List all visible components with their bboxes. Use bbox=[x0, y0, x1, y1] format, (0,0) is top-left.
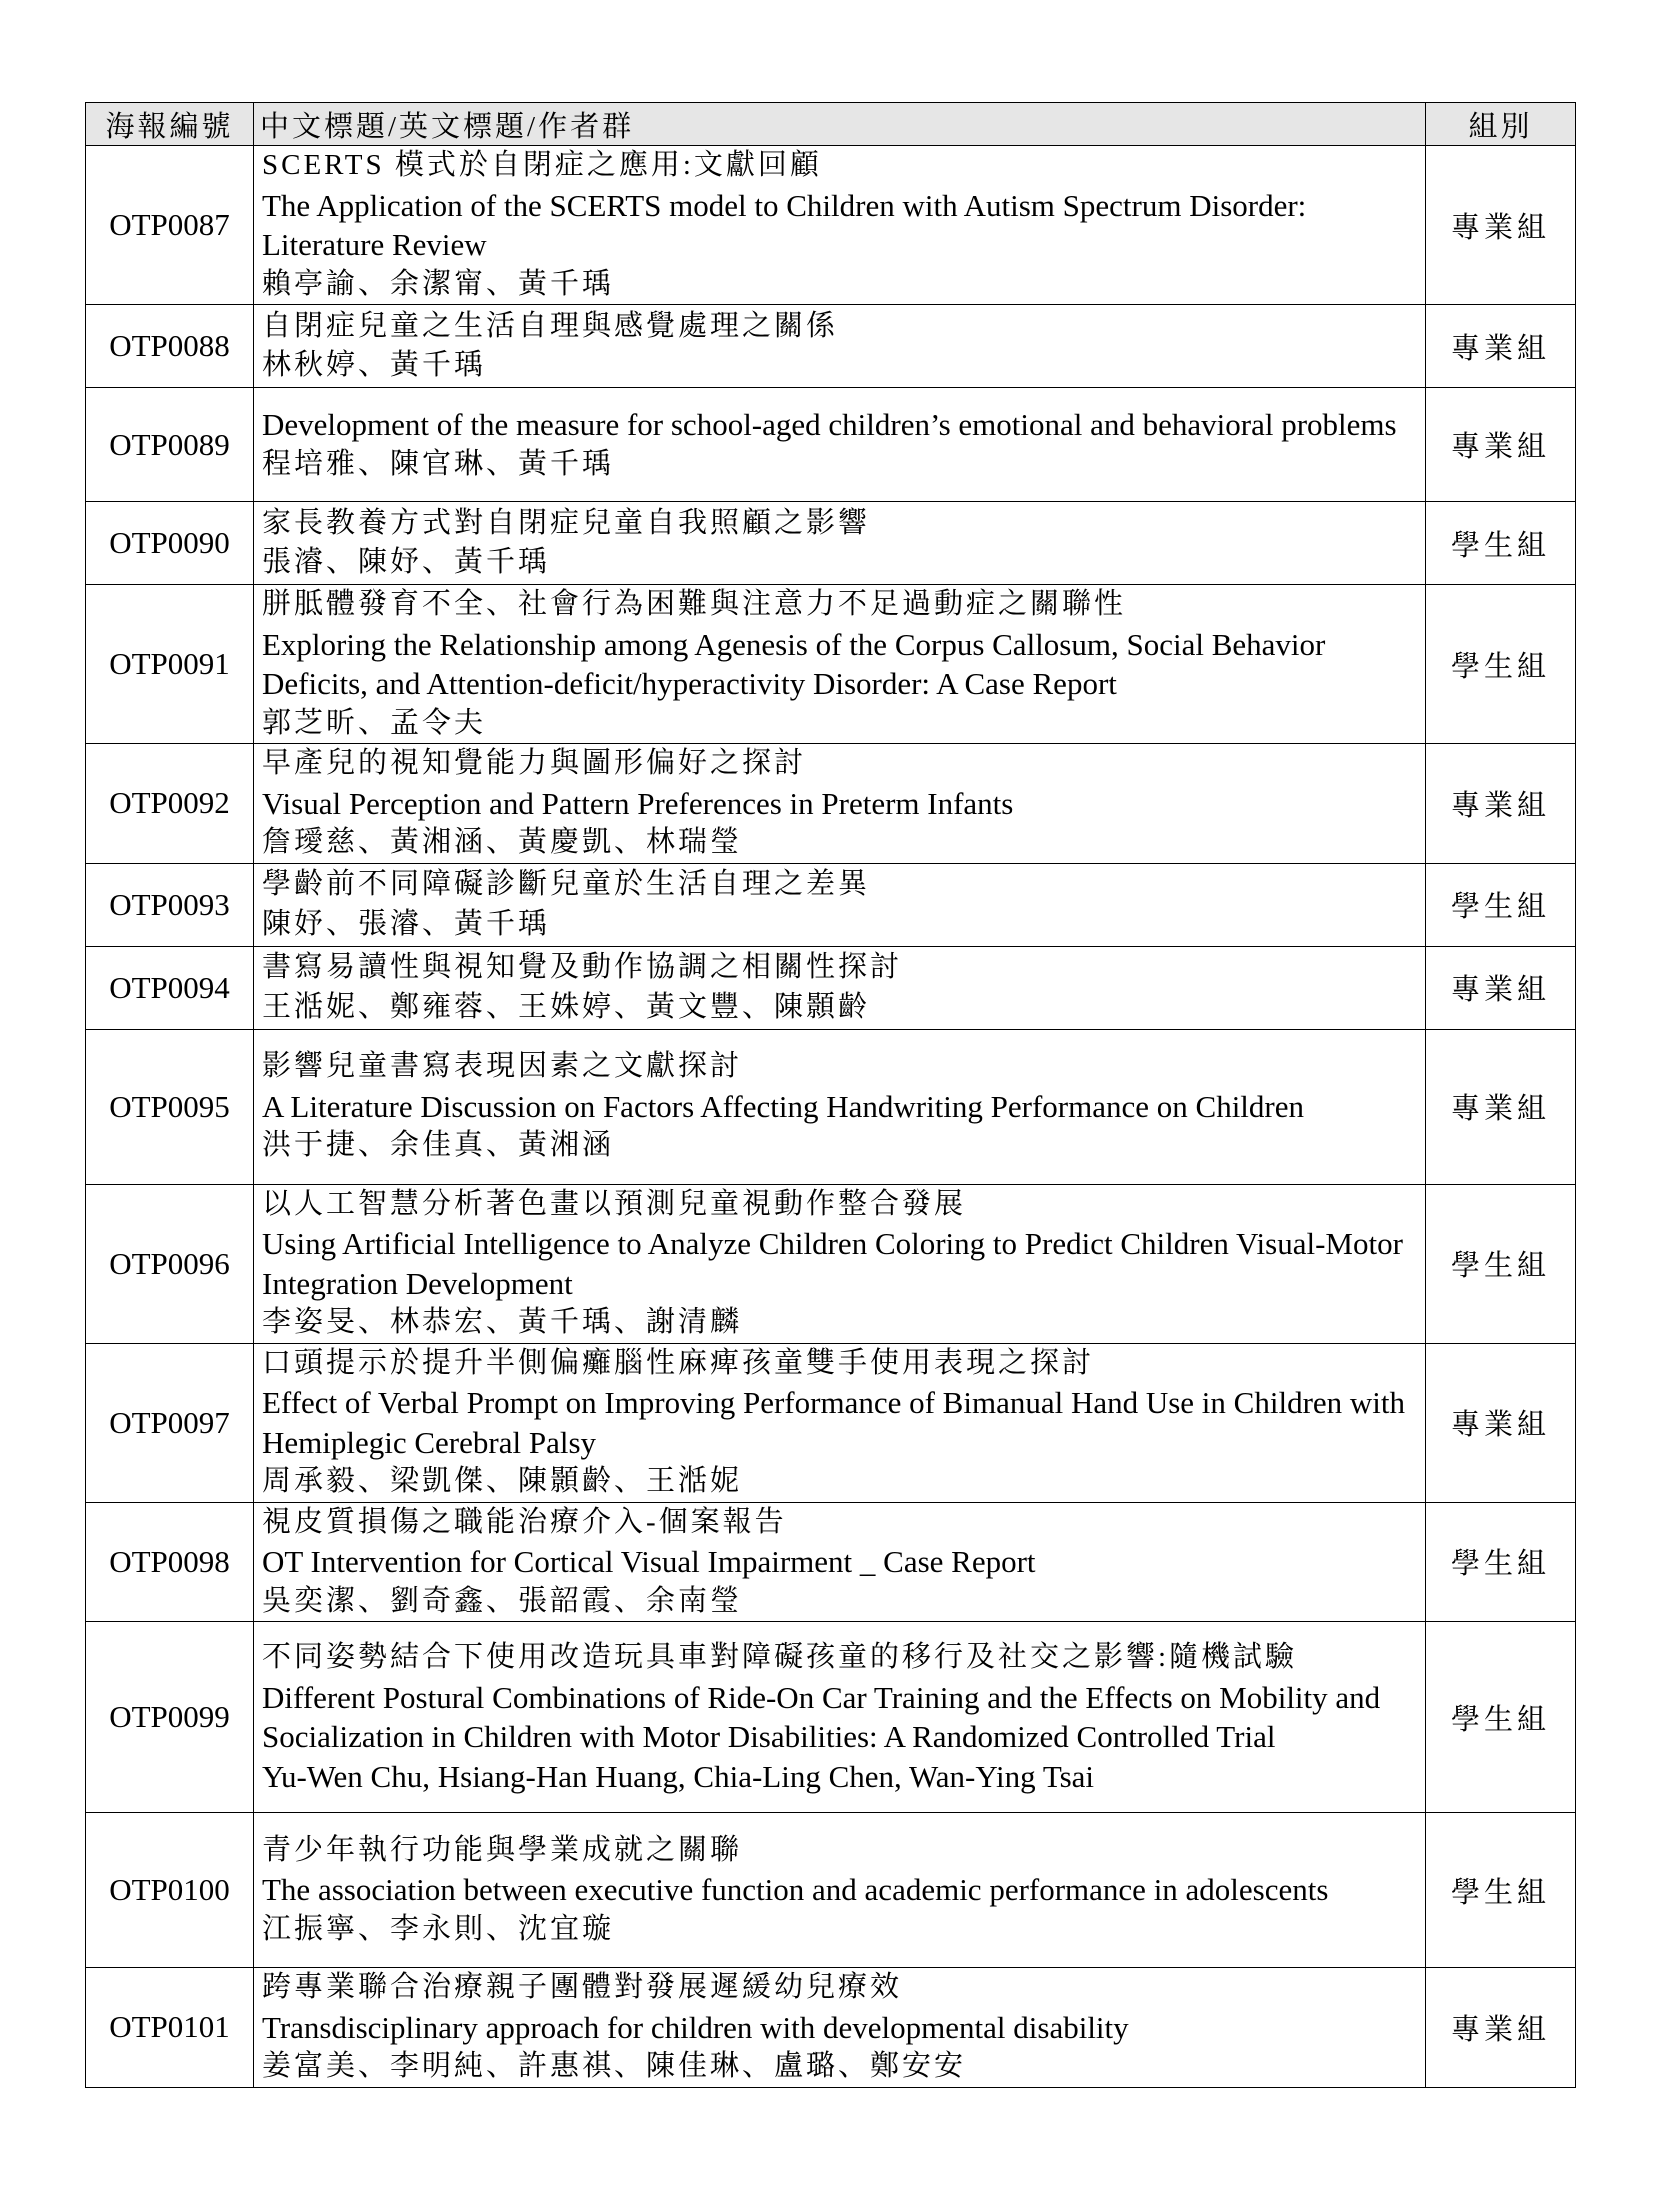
title-line: Effect of Verbal Prompt on Improving Performance of Bimanual Hand Use in Children with Hemiplegic Cerebral Palsy bbox=[262, 1385, 1406, 1460]
title-line: 李姿旻、林恭宏、黃千瑀、謝清麟 bbox=[262, 1306, 743, 1338]
group-label: 專業組 bbox=[1426, 946, 1576, 1029]
title-authors-cell bbox=[254, 946, 1426, 1029]
table-row bbox=[86, 1968, 1576, 2088]
title-line: 影響兒童書寫表現因素之文獻探討 bbox=[262, 1050, 743, 1083]
title-line: 賴亭諭、余潔甯、黃千瑀 bbox=[262, 267, 615, 300]
title-line: 林秋婷、黃千瑀 bbox=[262, 349, 487, 381]
poster-id: OTP0098 bbox=[86, 1502, 254, 1622]
table-row bbox=[86, 585, 1576, 744]
title-line: 以人工智慧分析著色畫以預測兒童視動作整合發展 bbox=[262, 1187, 967, 1220]
poster-id: OTP0088 bbox=[86, 305, 254, 388]
title-authors-cell bbox=[254, 1029, 1426, 1184]
title-line: 自閉症兒童之生活自理與感覺處理之關係 bbox=[262, 309, 839, 342]
title-line: 姜富美、李明純、許惠祺、陳佳琳、盧璐、鄭安安 bbox=[262, 2050, 967, 2082]
title-line: 洪于捷、余佳真、黃湘涵 bbox=[262, 1129, 615, 1162]
header-row bbox=[86, 103, 1576, 146]
table-row bbox=[86, 146, 1576, 305]
title-line: The association between executive function and academic performance in adolescents bbox=[262, 1872, 1329, 1908]
table-row bbox=[86, 744, 1576, 864]
poster-id: OTP0089 bbox=[86, 388, 254, 502]
title-line: 家長教養方式對自閉症兒童自我照顧之影響 bbox=[262, 506, 871, 539]
title-line: 早產兒的視知覺能力與圖形偏好之探討 bbox=[262, 747, 807, 779]
poster-id: OTP0092 bbox=[86, 744, 254, 864]
title-authors-cell bbox=[254, 1622, 1426, 1813]
title-line: 詹璦慈、黃湘涵、黃慶凱、林瑞瑩 bbox=[262, 826, 743, 858]
poster-id: OTP0094 bbox=[86, 946, 254, 1029]
poster-id: OTP0093 bbox=[86, 863, 254, 946]
table-row bbox=[86, 1184, 1576, 1343]
title-line: 郭芝昕、孟令夫 bbox=[262, 706, 487, 739]
title-line: Development of the measure for school-aged children’s emotional and behavioral problems bbox=[262, 407, 1397, 442]
title-line: 青少年執行功能與學業成就之關聯 bbox=[262, 1833, 743, 1866]
title-line: 不同姿勢結合下使用改造玩具車對障礙孩童的移行及社交之影響:隨機試驗 bbox=[262, 1641, 1298, 1673]
poster-id: OTP0100 bbox=[86, 1813, 254, 1968]
header-poster-id: 海報編號 bbox=[86, 103, 254, 146]
group-label: 專業組 bbox=[1426, 1968, 1576, 2088]
table-row bbox=[86, 863, 1576, 946]
group-label: 專業組 bbox=[1426, 146, 1576, 305]
title-line: 周承毅、梁凱傑、陳顥齡、王湉妮 bbox=[262, 1465, 743, 1497]
header-title-authors: 中文標題/英文標題/作者群 bbox=[254, 103, 1426, 146]
title-line: 陳妤、張濬、黃千瑀 bbox=[262, 907, 551, 940]
poster-id: OTP0097 bbox=[86, 1343, 254, 1502]
poster-id: OTP0101 bbox=[86, 1968, 254, 2088]
group-label: 專業組 bbox=[1426, 388, 1576, 502]
title-line: 口頭提示於提升半側偏癱腦性麻痺孩童雙手使用表現之探討 bbox=[262, 1346, 1095, 1379]
title-line: Using Artificial Intelligence to Analyze Children Coloring to Predict Children Visual-Motor Integration Development bbox=[262, 1226, 1403, 1301]
group-label: 學生組 bbox=[1426, 1184, 1576, 1343]
group-label: 學生組 bbox=[1426, 1813, 1576, 1968]
title-authors-cell bbox=[254, 305, 1426, 388]
title-line: 江振寧、李永則、沈宜璇 bbox=[262, 1912, 615, 1945]
table-row bbox=[86, 1502, 1576, 1622]
title-line: The Application of the SCERTS model to Children with Autism Spectrum Disorder: Literature Review bbox=[262, 187, 1307, 262]
table-row bbox=[86, 502, 1576, 585]
poster-id: OTP0095 bbox=[86, 1029, 254, 1184]
table-row bbox=[86, 305, 1576, 388]
title-line: 程培雅、陳官琳、黃千瑀 bbox=[262, 447, 615, 480]
title-authors-cell bbox=[254, 585, 1426, 744]
poster-id: OTP0099 bbox=[86, 1622, 254, 1813]
table-row bbox=[86, 946, 1576, 1029]
group-label: 專業組 bbox=[1426, 305, 1576, 388]
title-authors-cell bbox=[254, 1184, 1426, 1343]
title-line: 王湉妮、鄭雍蓉、王姝婷、黃文豐、陳顥齡 bbox=[262, 990, 871, 1023]
title-line: Visual Perception and Pattern Preferences in Preterm Infants bbox=[262, 785, 1014, 821]
title-authors-cell bbox=[254, 1343, 1426, 1502]
group-label: 學生組 bbox=[1426, 585, 1576, 744]
title-line: SCERTS 模式於自閉症之應用:文獻回顧 bbox=[262, 149, 822, 181]
group-label: 學生組 bbox=[1426, 1622, 1576, 1813]
title-authors-cell bbox=[254, 863, 1426, 946]
poster-id: OTP0091 bbox=[86, 585, 254, 744]
group-label: 學生組 bbox=[1426, 502, 1576, 585]
title-line: 視皮質損傷之職能治療介入-個案報告 bbox=[262, 1505, 787, 1538]
title-line: Transdisciplinary approach for children with developmental disability bbox=[262, 2009, 1129, 2045]
title-authors-cell bbox=[254, 1813, 1426, 1968]
poster-id: OTP0090 bbox=[86, 502, 254, 585]
poster-id: OTP0096 bbox=[86, 1184, 254, 1343]
title-line: 書寫易讀性與視知覺及動作協調之相關性探討 bbox=[262, 951, 903, 983]
header-group: 組別 bbox=[1426, 103, 1576, 146]
table-row bbox=[86, 1343, 1576, 1502]
poster-table bbox=[85, 102, 1576, 2088]
poster-id: OTP0087 bbox=[86, 146, 254, 305]
group-label: 專業組 bbox=[1426, 1029, 1576, 1184]
title-line: 胼胝體發育不全、社會行為困難與注意力不足過動症之關聯性 bbox=[262, 588, 1127, 620]
group-label: 學生組 bbox=[1426, 863, 1576, 946]
group-label: 專業組 bbox=[1426, 744, 1576, 864]
title-authors-cell bbox=[254, 744, 1426, 864]
table-row bbox=[86, 388, 1576, 502]
title-authors-cell bbox=[254, 1502, 1426, 1622]
title-line: 學齡前不同障礙診斷兒童於生活自理之差異 bbox=[262, 868, 871, 900]
group-label: 學生組 bbox=[1426, 1502, 1576, 1622]
title-line: 跨專業聯合治療親子團體對發展遲緩幼兒療效 bbox=[262, 1971, 903, 2003]
table-row bbox=[86, 1622, 1576, 1813]
title-authors-cell bbox=[254, 502, 1426, 585]
title-line: Different Postural Combinations of Ride-On Car Training and the Effects on Mobility and Socialization in Children with Motor Disabilities: A Randomized Controlled Trial bbox=[262, 1679, 1381, 1754]
title-line: 吳奕潔、劉奇鑫、張韶霞、余南瑩 bbox=[262, 1584, 743, 1617]
poster-rows bbox=[86, 146, 1576, 2088]
title-line: OT Intervention for Cortical Visual Impairment _ Case Report bbox=[262, 1544, 1036, 1579]
table-row bbox=[86, 1029, 1576, 1184]
group-label: 專業組 bbox=[1426, 1343, 1576, 1502]
title-authors-cell bbox=[254, 146, 1426, 305]
title-line: Exploring the Relationship among Agenesis of the Corpus Callosum, Social Behavior Deficits, and Attention-deficit/hyperactivity Disorder: A Case Report bbox=[262, 626, 1326, 701]
title-line: Yu-Wen Chu, Hsiang-Han Huang, Chia-Ling Chen, Wan-Ying Tsai bbox=[262, 1758, 1095, 1794]
title-authors-cell bbox=[254, 388, 1426, 502]
table-row bbox=[86, 1813, 1576, 1968]
title-line: 張濬、陳妤、黃千瑀 bbox=[262, 546, 551, 578]
title-authors-cell bbox=[254, 1968, 1426, 2088]
title-line: A Literature Discussion on Factors Affecting Handwriting Performance on Children bbox=[262, 1088, 1304, 1124]
